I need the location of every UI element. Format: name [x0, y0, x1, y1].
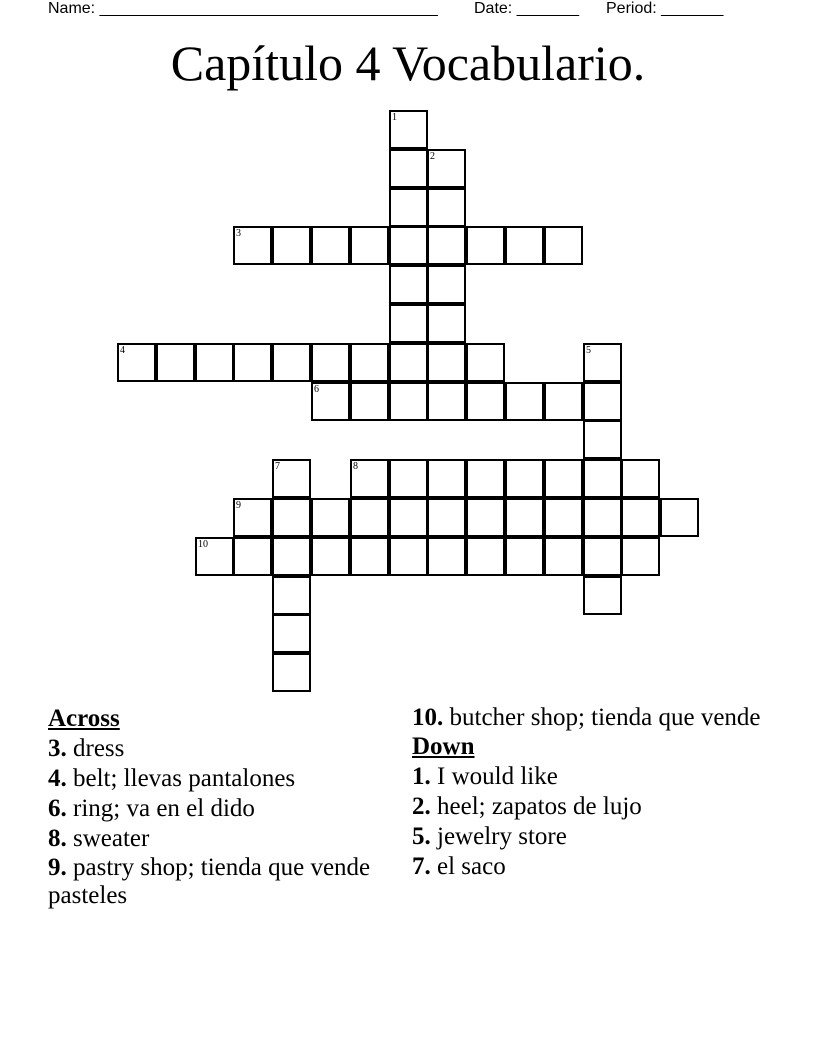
clue-across-10: 10. butcher shop; tienda que vende [412, 704, 761, 731]
crossword-cell[interactable] [272, 576, 311, 615]
crossword-cell[interactable] [272, 459, 311, 498]
crossword-cell[interactable] [544, 459, 583, 498]
crossword-cell[interactable] [156, 343, 195, 382]
crossword-cell[interactable] [117, 343, 156, 382]
crossword-cell[interactable] [233, 498, 272, 537]
name-field-label: Name: ______________________________________ [48, 0, 438, 17]
clue-across-6: 6. ring; va en el dido [48, 795, 255, 822]
crossword-cell[interactable] [544, 498, 583, 537]
crossword-cell[interactable] [311, 537, 350, 576]
crossword-cell[interactable] [350, 537, 389, 576]
down-heading: Down [412, 733, 475, 760]
clue-down-1: 1. I would like [412, 763, 558, 790]
crossword-cell[interactable] [583, 576, 622, 615]
crossword-cell[interactable] [350, 226, 389, 265]
crossword-cell[interactable] [505, 382, 544, 421]
crossword-cell[interactable] [621, 498, 660, 537]
clues-column-left [48, 704, 388, 910]
crossword-cell[interactable] [272, 614, 311, 653]
crossword-cell[interactable] [311, 382, 350, 421]
period-field-label: Period: _______ [606, 0, 724, 17]
crossword-cell[interactable] [389, 343, 428, 382]
crossword-cell[interactable] [350, 498, 389, 537]
across-heading: Across [48, 705, 120, 732]
crossword-cell[interactable] [233, 537, 272, 576]
clue-down-7: 7. el saco [412, 853, 506, 880]
crossword-cell[interactable] [466, 382, 505, 421]
clue-number-label: 2 [430, 151, 435, 162]
crossword-cell[interactable] [389, 188, 428, 227]
clue-across-8: 8. sweater [48, 825, 150, 852]
crossword-cell[interactable] [505, 498, 544, 537]
crossword-cell[interactable] [233, 343, 272, 382]
clue-number-label: 10 [198, 539, 208, 550]
crossword-cell[interactable] [272, 226, 311, 265]
crossword-cell[interactable] [427, 226, 466, 265]
crossword-cell[interactable] [389, 226, 428, 265]
crossword-cell[interactable] [505, 459, 544, 498]
crossword-cell[interactable] [389, 498, 428, 537]
clue-across-9: 9. pastry shop; tienda que vende pasteles [48, 854, 371, 909]
crossword-cell[interactable] [350, 382, 389, 421]
clue-down-5: 5. jewelry store [412, 823, 567, 850]
crossword-cell[interactable] [311, 343, 350, 382]
date-field-label: Date: _______ [474, 0, 579, 17]
clue-number-label: 7 [275, 461, 280, 472]
crossword-cell[interactable] [389, 110, 428, 149]
clue-number-label: 9 [236, 500, 241, 511]
crossword-cell[interactable] [583, 343, 622, 382]
page-title: Capítulo 4 Vocabulario. [170, 35, 646, 91]
crossword-cell[interactable] [427, 343, 466, 382]
clue-across-4: 4. belt; llevas pantalones [48, 765, 296, 792]
crossword-cell[interactable] [350, 343, 389, 382]
crossword-cell[interactable] [544, 537, 583, 576]
crossword-cell[interactable] [427, 382, 466, 421]
crossword-cell[interactable] [389, 149, 428, 188]
crossword-cell[interactable] [195, 537, 234, 576]
crossword-cell[interactable] [389, 459, 428, 498]
crossword-cell[interactable] [583, 459, 622, 498]
clue-number-label: 4 [120, 345, 125, 356]
crossword-cell[interactable] [311, 226, 350, 265]
crossword-cell[interactable] [466, 498, 505, 537]
crossword-cell[interactable] [195, 343, 234, 382]
crossword-cell[interactable] [272, 653, 311, 692]
crossword-cell[interactable] [233, 226, 272, 265]
crossword-cell[interactable] [272, 498, 311, 537]
clues-column-right [412, 704, 762, 882]
crossword-cell[interactable] [427, 265, 466, 304]
crossword-cell[interactable] [583, 382, 622, 421]
clue-number-label: 6 [314, 384, 319, 395]
crossword-cell[interactable] [583, 537, 622, 576]
crossword-cell[interactable] [350, 459, 389, 498]
crossword-cell[interactable] [389, 304, 428, 343]
crossword-cell[interactable] [427, 459, 466, 498]
crossword-cell[interactable] [466, 459, 505, 498]
crossword-cell[interactable] [389, 382, 428, 421]
crossword-cell[interactable] [505, 537, 544, 576]
crossword-cell[interactable] [466, 226, 505, 265]
crossword-cell[interactable] [466, 537, 505, 576]
crossword-cell[interactable] [583, 420, 622, 459]
clue-across-3: 3. dress [48, 735, 125, 762]
clue-down-2: 2. heel; zapatos de lujo [412, 793, 642, 820]
clue-number-label: 3 [236, 228, 241, 239]
crossword-cell[interactable] [544, 382, 583, 421]
clue-number-label: 5 [586, 345, 591, 356]
crossword-cell[interactable] [427, 188, 466, 227]
crossword-cell[interactable] [505, 226, 544, 265]
crossword-cell[interactable] [427, 498, 466, 537]
crossword-cell[interactable] [389, 537, 428, 576]
crossword-cell[interactable] [466, 343, 505, 382]
crossword-cell[interactable] [427, 304, 466, 343]
crossword-cell[interactable] [427, 537, 466, 576]
crossword-cell[interactable] [544, 226, 583, 265]
crossword-cell[interactable] [272, 343, 311, 382]
crossword-cell[interactable] [583, 498, 622, 537]
crossword-cell[interactable] [660, 498, 699, 537]
crossword-cell[interactable] [389, 265, 428, 304]
crossword-cell[interactable] [427, 149, 466, 188]
clue-number-label: 1 [392, 112, 397, 123]
crossword-cell[interactable] [621, 537, 660, 576]
clue-number-label: 8 [353, 461, 358, 472]
crossword-cell[interactable] [311, 498, 350, 537]
crossword-cell[interactable] [621, 459, 660, 498]
crossword-cell[interactable] [272, 537, 311, 576]
